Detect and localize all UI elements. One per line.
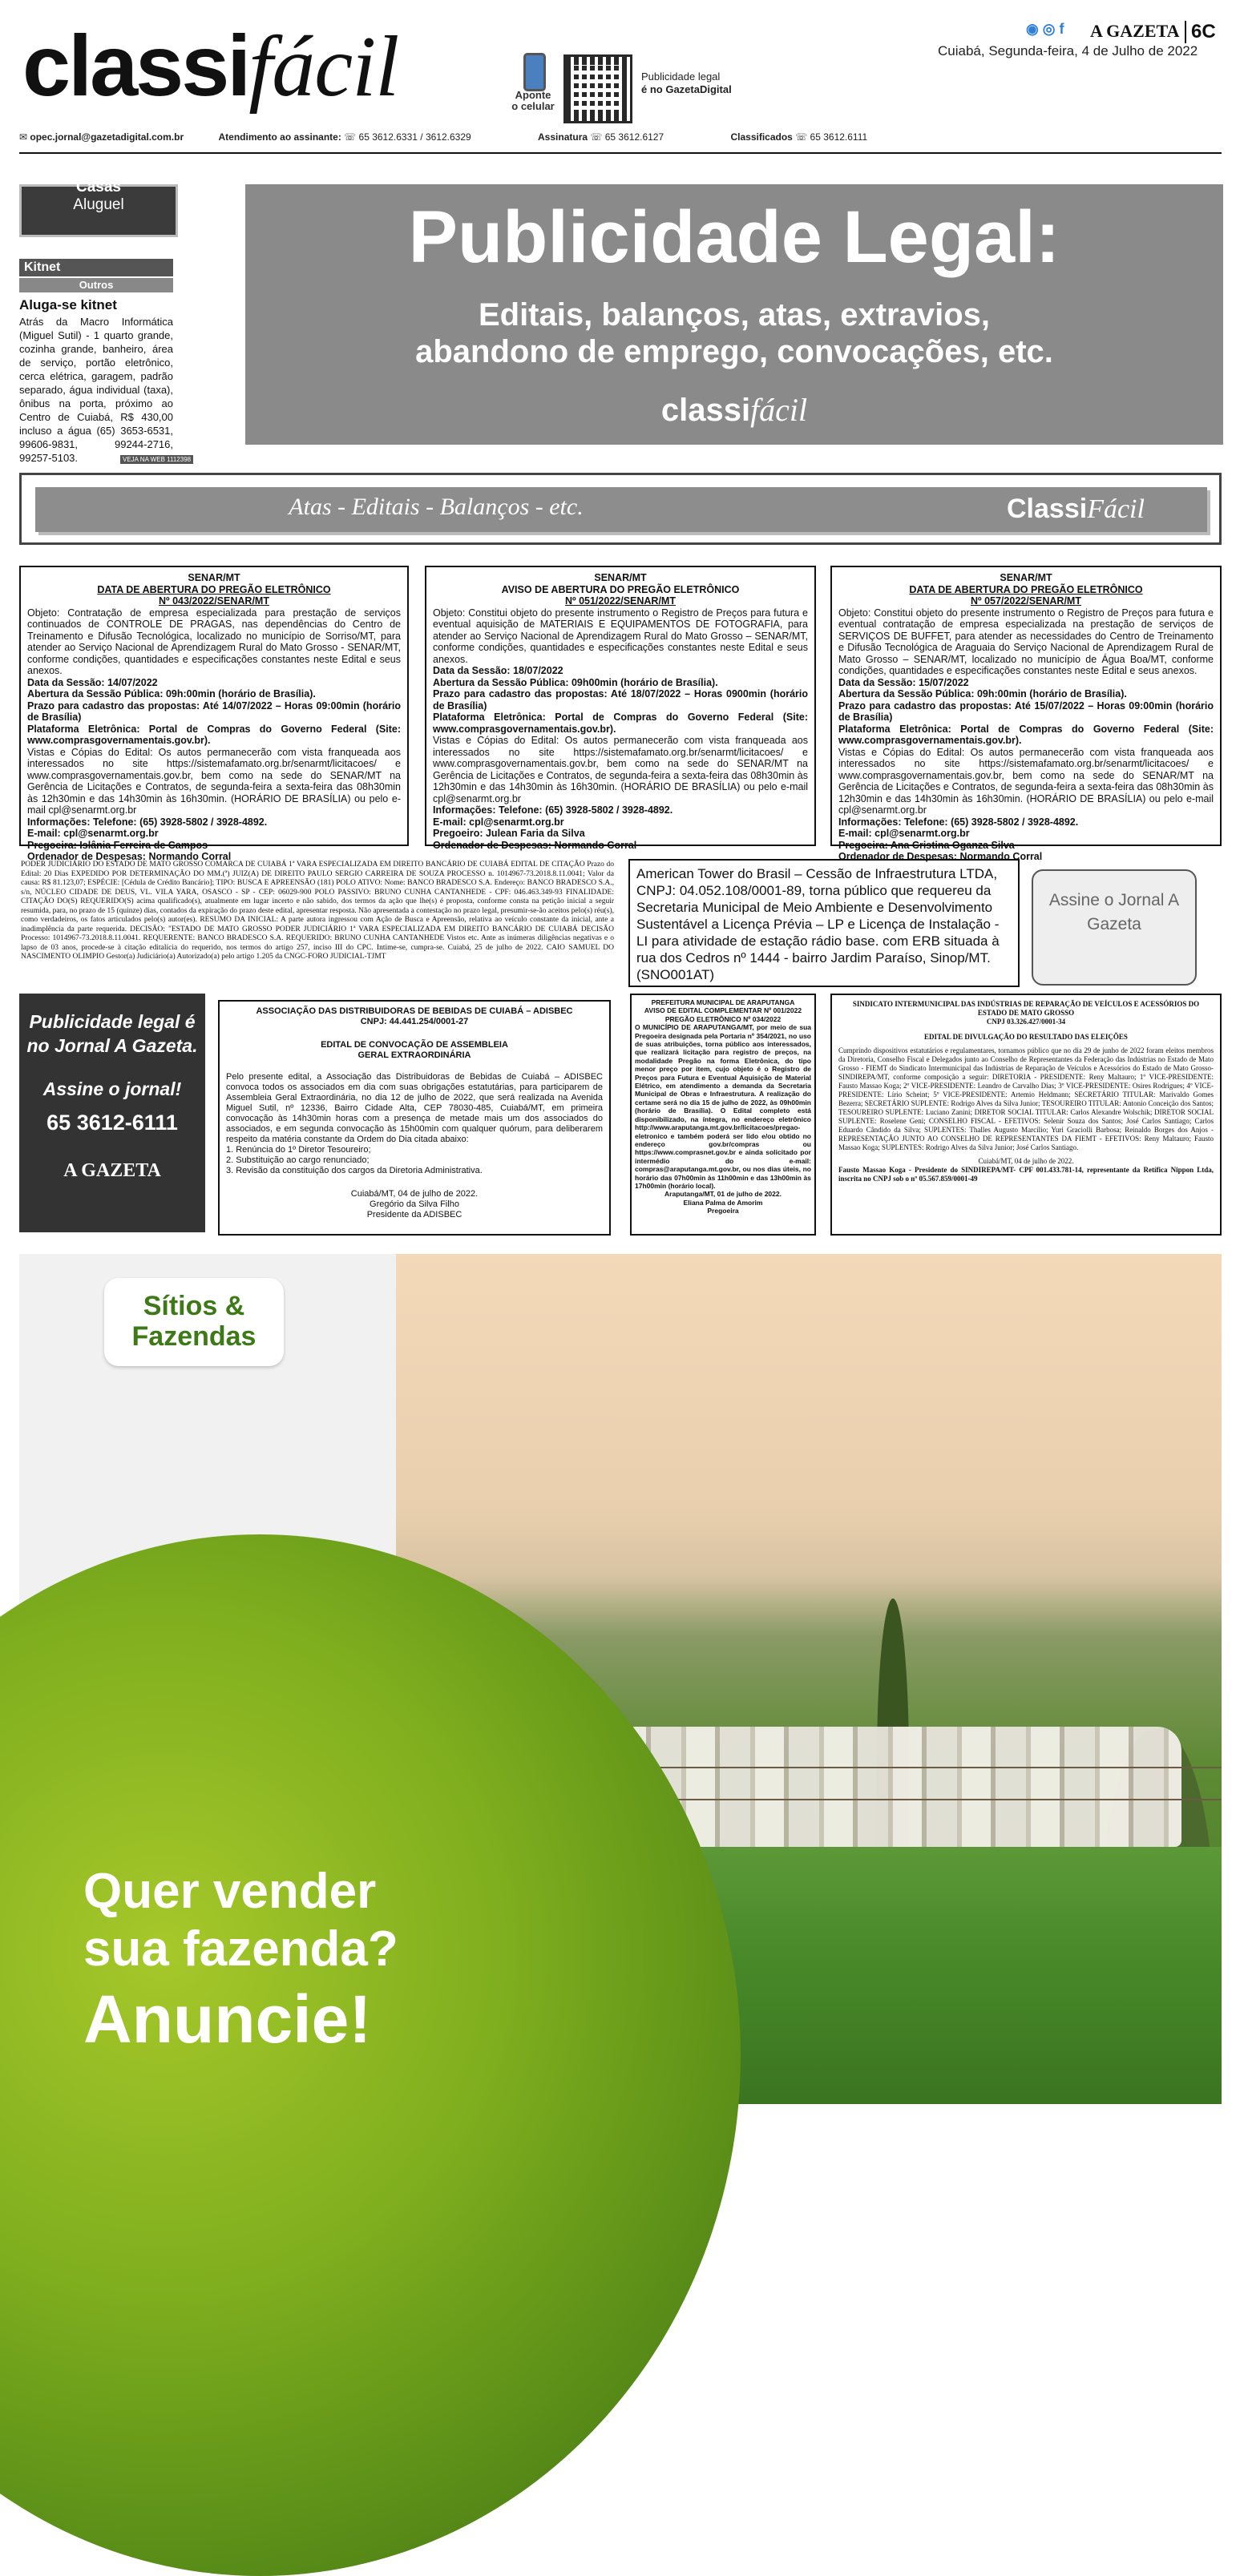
- phone-label: Aponte o celular: [511, 89, 555, 112]
- cta-line-2: sua fazenda?: [83, 1921, 398, 1977]
- notice-email: E-mail: cpl@senarmt.org.br: [433, 816, 564, 828]
- notice-info: Informações: Telefone: (65) 3928-5802 / 3928-4892.: [433, 804, 673, 816]
- notice-title: SINDICATO INTERMUNICIPAL DAS INDÚSTRIAS DE REPARAÇÃO DE VEÍCULOS E ACESSÓRIOS DO ESTADO DE MATO GROSSO: [852, 1000, 1200, 1017]
- assine-jornal-box[interactable]: Assine o Jornal A Gazeta: [1032, 869, 1197, 986]
- notice-opening: Abertura da Sessão Pública: 09h00min (horário de Brasília).: [433, 676, 718, 688]
- notice-american-tower: American Tower do Brasil – Cessão de Infraestrutura LTDA, CNPJ: 04.052.108/0001-89, torna público que requereu da Secretaria Municipal de Meio Ambiente e Desenvolvimento Sustentável a Licença Prévia – LP e Licença de Instalação - LI para atividade de estação rádio base. com ERB situada à rua dos Cedros nº 1444 - bairro Jardim Paraíso, Sinop/MT. (SNO001AT): [628, 859, 1020, 987]
- cta-line-1: Quer vender: [83, 1864, 377, 1919]
- notice-place-date: Cuiabá/MT, 04 de julho de 2022.: [978, 1157, 1074, 1165]
- ad-body: Atrás da Macro Informática (Miguel Sutil) - 1 quarto grande, cozinha grande, banheiro, área de serviço, portão eletrônico, cerca elétrica, garagem, padrão separado, água individual (taxa), ônibus na porta, próximo ao Centro de Cuiabá, R$ 430,00 incluso a água (65) 3653-6531, 99606-9831, 99244-2716, 99257-5103.: [19, 316, 173, 464]
- notice-place-date: Araputanga/MT, 01 de julho de 2022.: [664, 1190, 782, 1199]
- notice-platform: Plataforma Eletrônica: Portal de Compras do Governo Federal (Site: www.comprasgovernamentais.gov.br).: [433, 712, 808, 735]
- farm-ad[interactable]: [19, 1254, 1222, 2104]
- notice-official: Pregoeira: Islânia Ferreira de Campos: [27, 839, 208, 851]
- notice-orderer: Ordenador de Despesas: Normando Corral: [27, 851, 232, 862]
- notice-info: Informações: Telefone: (65) 3928-5802 / 3928-4892.: [838, 816, 1079, 828]
- notice-body: Pelo presente edital, a Associação das Distribuidoras de Bebidas de Cuiabá – ADISBEC convoca todos os associados em dia com suas obrigações estatutárias, para participarem de Assembleia Geral Extraordinária, no dia 12 de julho de 2022, que será realizada na Avenida Miguel Sutil, nº 12336, Bairro Cidade Alta, CEP 78030-485, Cuiabá/MT, em primeira convocação às 14h30min horas com a presença de metade mais um dos associados do associados, e em segunda convocação às 15h00min com qualquer quórum, para deliberarem respeito da matéria constante da Ordem do Dia citada abaixo:: [226, 1072, 603, 1144]
- notice-deadline: Prazo para cadastro das propostas: Até 15/07/2022 – Horas 09:00min (horário de Brasília): [838, 699, 1214, 723]
- banner-subtitle-2: abandono de emprego, convocações, etc.: [415, 334, 1053, 369]
- qr-caption: [641, 71, 732, 96]
- notice-number: Nº 057/2022/SENAR/MT: [971, 595, 1081, 607]
- notice-senar-057: [830, 566, 1222, 862]
- notice-views: Vistas e Cópias do Edital: Os autos permanecerão com vista franqueada aos interessados no site https://sistemafamato.org.br/senarmt/licitacoes/ e www.comprasgovernamentais.gov.br, bem como na sede do SENAR/MT na Gerência de Licitações e Contratos, de segunda-feira a sexta-feira das 08h30min às 12h30min e das 14h30min às 16h30min. (HORÁRIO DE BRASÍLIA) ou pelo e-mail cpl@senarmt.org.br: [433, 735, 808, 804]
- notice-body: O MUNICÍPIO DE ARAPUTANGA/MT, por meio de sua Pregoeira designada pela Portaria nº 354/2021, no uso de suas atribuições, torna público aos interessados, que realizará licitação para registro de preços, na modalidade Pregão na forma Eletrônica, do tipo menor preço por item, cujo objeto é o Registro de Preços para Futura e Eventual Aquisição de Material Elétrico, em atendimento a demanda da Secretaria Municipal de Obras e Infraestrutura. A realização do certame será no dia 15 de julho de 2022, às 09h00min (horário de Brasília). O Edital completo está disponibilizado, na íntegra, no endereço eletrônico http://www.araputanga.mt.gov.br/licitacoes/pregao-eletronico e também poderá ser lido e/ou obtido no endereço gov.br/compras ou https://www.comprasnet.gov.br e ainda solicitado por intermédio do e-mail: compras@araputanga.mt.gov.br, ou nos dias úteis, no horário das 07h00min às 11h00min e das 13h00min às 17h00min (horário local).: [635, 1023, 811, 1190]
- facebook-icon[interactable]: f: [1059, 21, 1064, 37]
- notice-sub: EDITAL DE DIVULGAÇÃO DO RESULTADO DAS ELEIÇÕES: [924, 1033, 1128, 1041]
- edition-date: Cuiabá, Segunda-feira, 4 de Julho de 2022: [938, 43, 1198, 58]
- qr-code-icon[interactable]: [563, 54, 632, 123]
- notice-senar-051: [425, 566, 816, 851]
- notice-deadline: Prazo para cadastro das propostas: Até 18/07/2022 – Horas 0900min (horário de Brasília): [433, 688, 808, 712]
- contact-bar: [19, 131, 1222, 154]
- badge-line-1: Sítios &: [143, 1291, 245, 1321]
- assine-phone[interactable]: 65 3612-6111: [46, 1111, 178, 1135]
- assine-line-3: Assine o jornal!: [42, 1078, 182, 1099]
- notice-senar-043: [19, 566, 409, 862]
- notice-title-3: PREGÃO ELETRÔNICO Nº 034/2022: [664, 1014, 782, 1023]
- notice-araputanga: [630, 994, 816, 1236]
- assine-brand: A GAZETA: [63, 1160, 161, 1181]
- page-number: 6C: [1185, 21, 1216, 43]
- notice-sindirepa: [830, 994, 1222, 1236]
- notice-org: SENAR/MT: [188, 572, 240, 583]
- farm-cta-question: [83, 1863, 398, 1978]
- social-icons[interactable]: [1026, 21, 1064, 38]
- banner-subtitle-1: Editais, balanços, atas, extravios,: [478, 297, 991, 333]
- notice-email: E-mail: cpl@senarmt.org.br: [27, 828, 159, 839]
- section-kitnet: Kitnet: [19, 259, 173, 276]
- notice-info: Informações: Telefone: (65) 3928-5802 / 3928-4892.: [27, 816, 268, 828]
- ad-code: VEJA NA WEB 1112398: [120, 455, 193, 464]
- notice-views: Vistas e Cópias do Edital: Os autos permanecerão com vista franqueada aos interessados no site https://sistemafamato.org.br/senarmt/licitacoes/ e www.comprasgovernamentais.gov.br, bem como na sede do SENAR/MT na Gerência de Licitações e Contratos, de segunda-feira a sexta-feira das 08h30min às 12h30min e das 14h30min às 16h30min. (HORÁRIO DE BRASÍLIA) ou pelo e-mail cpl@senarmt.org.br: [27, 746, 401, 816]
- notice-title: DATA DE ABERTURA DO PREGÃO ELETRÔNICO: [909, 583, 1143, 595]
- notice-opening: Abertura da Sessão Pública: 09h:00min (horário de Brasília).: [838, 688, 1127, 699]
- notice-signer: Eliana Palma de Amorim: [683, 1198, 763, 1207]
- notice-orderer: Ordenador de Despesas: Normando Corral: [838, 851, 1043, 862]
- notice-item: 3. Revisão da constituição dos cargos da Diretoria Administrativa.: [226, 1166, 483, 1175]
- banner-subtitle: [245, 296, 1223, 370]
- notice-body: Objeto: Constitui objeto do presente instrumento o Registro de Preços para futura e eventual aquisição de MATERIAIS E EQUIPAMENTOS DE FOTOGRAFIA, para atender ao Serviço Nacional de Aprendizagem Rural do Mato Grosso – SENAR/MT, conforme condições, quantidades e especificações constantes neste Edital e seus anexos.: [433, 607, 808, 665]
- notice-body: Cumprindo dispositivos estatutários e regulamentares, tornamos público que no dia 29 de junho de 2022 foram eleitos membros da Diretoria, Conselho Fiscal e Delegados junto ao Conselho de Representantes da Federação das Indústrias no Estado de Mato Grosso - FIEMT do Sindicato Intermunicipal das Indústrias de Reparação de Veículos e Acessórios do Estado de Mato Grosso- SINDIREPA/MT, conforme composição a seguir: DIRETORIA - PRESIDENTE: Reny Maltauro; 1º VICE-PRESIDENTE: Fausto Massao Koga; 2º VICE-PRESIDENTE: Leandro de Carvalho Dias; 3º VICE-PRESIDENTE: Osires Rodrigues; 4º VICE-PRESIDENTE: Lírio Scheint; 5º VICE-PRESIDENTE: Artemio Heldmann; SECRETÁRIO TITULAR: Marivaldo Gomes Bezerra; SECRETÁRIO SUPLENTE: Rodrigo Alves da Silva Junior; TESOUREIRO TITULAR: Antonio Conceição dos Santos; TESOUREIRO SUPLENTE: Luciano Zanini; DIRETOR SOCIAL TITULAR: Carlos Alexandre Wolschik; DIRETOR SOCIAL SUPLENTE: Roselene Geni; CONSELHO FISCAL - EFETIVOS: Selenir Souza dos Santos; José Carlos Santiago; Carlos Eduardo Cândido da Silva; SUPLENTES: Thalles Augusto Marcílio; Yuri Graciolli Barbosa; Reinaldo Borges dos Anjos - REPRESENTAÇÃO JUNTO AO CONSELHO DE REPRESENTANTES DA FIEMT - EFETIVOS: Reny Maltauro; Fausto Massao Koga; SUPLENTES: Rodrigo Alves da Silva Junior; José Carlos Santiago.: [838, 1046, 1214, 1151]
- category-sub: Aluguel: [73, 196, 124, 213]
- subscription-contact: Assinatura ☏ 65 3612.6127: [538, 131, 664, 143]
- notice-item: 2. Substituição ao cargo renunciado;: [226, 1155, 370, 1165]
- notice-platform: Plataforma Eletrônica: Portal de Compras do Governo Federal (Site: www.comprasgovernamentais.gov.br).: [27, 723, 401, 746]
- notice-signer: Fausto Massao Koga - Presidente do SINDIREPA/MT- CPF 001.433.781-14, representante da Retífica Nippon Ltda, inscrita no CNPJ sob o nº 05.567.859/0001-49: [838, 1166, 1214, 1183]
- classifacil-logo: classifácil: [22, 17, 399, 115]
- sitios-fazendas-badge: [104, 1278, 284, 1366]
- notice-title: AVISO DE ABERTURA DO PREGÃO ELETRÔNICO: [501, 583, 740, 595]
- notice-org: SENAR/MT: [594, 572, 647, 583]
- notice-orderer: Ordenador de Despesas: Normando Corral: [433, 839, 637, 851]
- assine-line-1: Publicidade legal é: [29, 1011, 196, 1032]
- banner-title: Publicidade Legal:: [408, 196, 1060, 278]
- notice-deadline: Prazo para cadastro das propostas: Até 14/07/2022 – Horas 09:00min (horário de Brasília): [27, 699, 401, 723]
- web-icon[interactable]: ◎: [1042, 21, 1056, 37]
- notice-sub-1: EDITAL DE CONVOCAÇÃO DE ASSEMBLEIA: [321, 1040, 508, 1050]
- notice-sub-2: GERAL EXTRAORDINÁRIA: [357, 1050, 471, 1060]
- section-title: Atas - Editais - Balanços - etc.: [289, 494, 584, 520]
- qr-caption-line-2: é no GazetaDigital: [641, 83, 732, 95]
- notice-body: Objeto: Constitui objeto do presente instrumento o Registro de Preços para futura e eventual contratação de empresa especializada na prestação de serviços de SERVIÇOS DE BUFFET, para atender as necessidades do Centro de Treinamento e Difusão Tecnológica de Araguaia do Serviço Nacional de Aprendizagem Rural de Mato Grosso – SENAR/MT, localizado no município de Água Boa/MT, conforme condições, quantidades e especificações constantes neste Edital e seus anexos.: [838, 607, 1214, 676]
- notice-session: Data da Sessão: 14/07/2022: [27, 676, 158, 688]
- notice-title: DATA DE ABERTURA DO PREGÃO ELETRÔNICO: [97, 583, 331, 595]
- farm-cta-anuncie[interactable]: Anuncie!: [83, 1981, 372, 2057]
- badge-line-2: Fazendas: [131, 1321, 256, 1352]
- notice-title-1: PREFEITURA MUNICIPAL DE ARAPUTANGA: [651, 998, 795, 1006]
- qr-caption-line-1: Publicidade legal: [641, 71, 721, 83]
- notice-official: Pregoeira: Ana Cristina Oganza Silva: [838, 839, 1015, 851]
- section-logo: ClassiFácil: [1007, 494, 1145, 524]
- notice-official: Pregoeiro: Julean Faria da Silva: [433, 828, 585, 839]
- notice-platform: Plataforma Eletrônica: Portal de Compras do Governo Federal (Site: www.comprasgovernamentais.gov.br).: [838, 723, 1214, 746]
- notice-signer: Gregório da Silva Filho: [370, 1199, 459, 1209]
- notice-adisbec: [218, 1000, 611, 1236]
- classifieds-contact: Classificados ☏ 65 3612.6111: [730, 131, 868, 143]
- notice-email: E-mail: cpl@senarmt.org.br: [838, 828, 970, 839]
- notice-cnpj: CNPJ: 44.441.254/0001-27: [360, 1017, 469, 1026]
- notice-number: Nº 051/2022/SENAR/MT: [565, 595, 676, 607]
- assine-ad[interactable]: [19, 994, 205, 1232]
- notice-opening: Abertura da Sessão Pública: 09h:00min (horário de Brasília).: [27, 688, 316, 699]
- category-box[interactable]: [19, 179, 178, 237]
- category-name: Casas: [76, 179, 121, 196]
- ad-title: Aluga-se kitnet: [19, 297, 117, 312]
- instagram-icon[interactable]: ◉: [1026, 21, 1039, 37]
- notice-session: Data da Sessão: 15/07/2022: [838, 676, 969, 688]
- notice-title-2: AVISO DE EDITAL COMPLEMENTAR Nº 001/2022: [644, 1006, 802, 1015]
- email-contact[interactable]: ✉ opec.jornal@gazetadigital.com.br: [19, 131, 184, 143]
- notice-number: Nº 043/2022/SENAR/MT: [159, 595, 269, 607]
- banner-logo: classifácil: [660, 392, 808, 428]
- notice-title: ASSOCIAÇÃO DAS DISTRIBUIDORAS DE BEBIDAS DE CUIABÁ – ADISBEC: [256, 1006, 573, 1016]
- notice-session: Data da Sessão: 18/07/2022: [433, 665, 563, 676]
- assine-line-2: no Jornal A Gazeta.: [26, 1035, 198, 1056]
- house-icon: [86, 167, 111, 179]
- subsection-outros: Outros: [19, 278, 173, 292]
- phone-icon: [523, 53, 546, 91]
- notice-cnpj: CNPJ 03.326.427/0001-34: [986, 1018, 1066, 1026]
- subscriber-contact: Atendimento ao assinante: ☏ 65 3612.6331 / 3612.6329: [218, 131, 471, 143]
- notice-place-date: Cuiabá/MT, 04 de julho de 2022.: [350, 1189, 479, 1199]
- agazeta-logo: A GAZETA: [1090, 21, 1180, 41]
- notice-role: Pregoeira: [707, 1207, 739, 1215]
- notice-role: Presidente da ADISBEC: [366, 1210, 462, 1219]
- notice-court-edict: PODER JUDICIÁRIO DO ESTADO DE MATO GROSSO COMARCA DE CUIABÁ 1ª VARA ESPECIALIZADA EM DIREITO BANCÁRIO DE CUIABÁ EDITAL DE CITAÇÃO Prazo do Edital: 20 Dias EXPEDIDO POR DETERMINAÇÃO DO MM.(ª) JUIZ(A) DE DIREITO PAULO SERGIO CARREIRA DE SOUZA PROCESSO n. 1014967-73.2018.8.11.0041; Valor da causa: R$ 81.123,07; ESPÉCIE: [Cédula de Crédito Bancário]; TIPO: BUSCA E APREENSÃO (181) POLO ATIVO: Nome: BANCO BRADESCO S.A. Endereço: BANCO BRADESCO S.A., s/n, NÚCLEO CIDADE DE DEUS, VL. VILA YARA, OSASCO - SP - CEP: 06029-900 POLO PASSIVO: BRUNO CUNHA CANTANHEDE - CPF: 046.463.349-93 FINALIDADE: CITAÇÃO DO(S) REQUERIDO(S) acima qualificado(s), atualmente em lugar incerto e não sabido, dos termos da ação que lhe(s) é proposta, conforme consta na petição inicial a seguir resumida, para, no prazo de 15 (quinze) dias, contados da expiração do prazo deste edital, apresentar resposta. Não apresentada a contestação no prazo legal, presumir-se-ão aceitos pelo(s) réu(s), como verdadeiros, os fatos articulados pelo(s) autor(es). RESUMO DA INICIAL: A parte autora ingressou com Ação de Busca e Apreensão, relativa ao veículo constante da inicial, ante a inadimplência da parte requerida. DECISÃO: "ESTADO DE MATO GROSSO PODER JUDICIÁRIO 1ª VARA ESPECIALIZADA EM DIREITO BANCÁRIO DE CUIABÁ DECISÃO Processo: 1014967-73.2018.8.11.0041. REQUERENTE: BANCO BRADESCO S.A. REQUERIDO: BRUNO CUNHA CANTANHEDE Vistos etc. Ante as inúmeras diligências negativas e o lapso de 03 anos, procede-se à citação editalícia do requerido, nos termos do artigo 257, inciso III do CPC. Intime-se, cumpra-se. Cuiabá, 25 de julho de 2022. CAIO SAMUEL DO NASCIMENTO OLIMPIO Gestor(a) Judiciário(a) Autorizado(a) pelo artigo 1.205 da CNGC-FORO JUDICIAL-TJMT: [21, 861, 614, 961]
- notice-body: Objeto: Contratação de empresa especializada para prestação de serviços continuados de CONTROLE DE PRAGAS, nas dependências do Centro de Treinamento e Difusão Tecnológica, localizado no município de Sorriso/MT, para atender ao Serviço Nacional de Aprendizagem Rural do Mato Grosso - SENAR/MT, conforme condições, quantidades e especificações constantes neste Edital e seus anexos.: [27, 607, 401, 676]
- notice-views: Vistas e Cópias do Edital: Os autos permanecerão com vista franqueada aos interessados no site https://sistemafamato.org.br/senarmt/licitacoes/ e www.comprasgovernamentais.gov.br, bem como na sede do SENAR/MT na Gerência de Licitações e Contratos, de segunda-feira a sexta-feira das 08h30min às 12h30min e das 14h30min às 16h30min. (HORÁRIO DE BRASÍLIA) ou pelo e-mail cpl@senarmt.org.br: [838, 746, 1214, 816]
- notice-org: SENAR/MT: [1000, 572, 1052, 583]
- notice-item: 1. Renúncia do 1º Diretor Tesoureiro;: [226, 1145, 371, 1155]
